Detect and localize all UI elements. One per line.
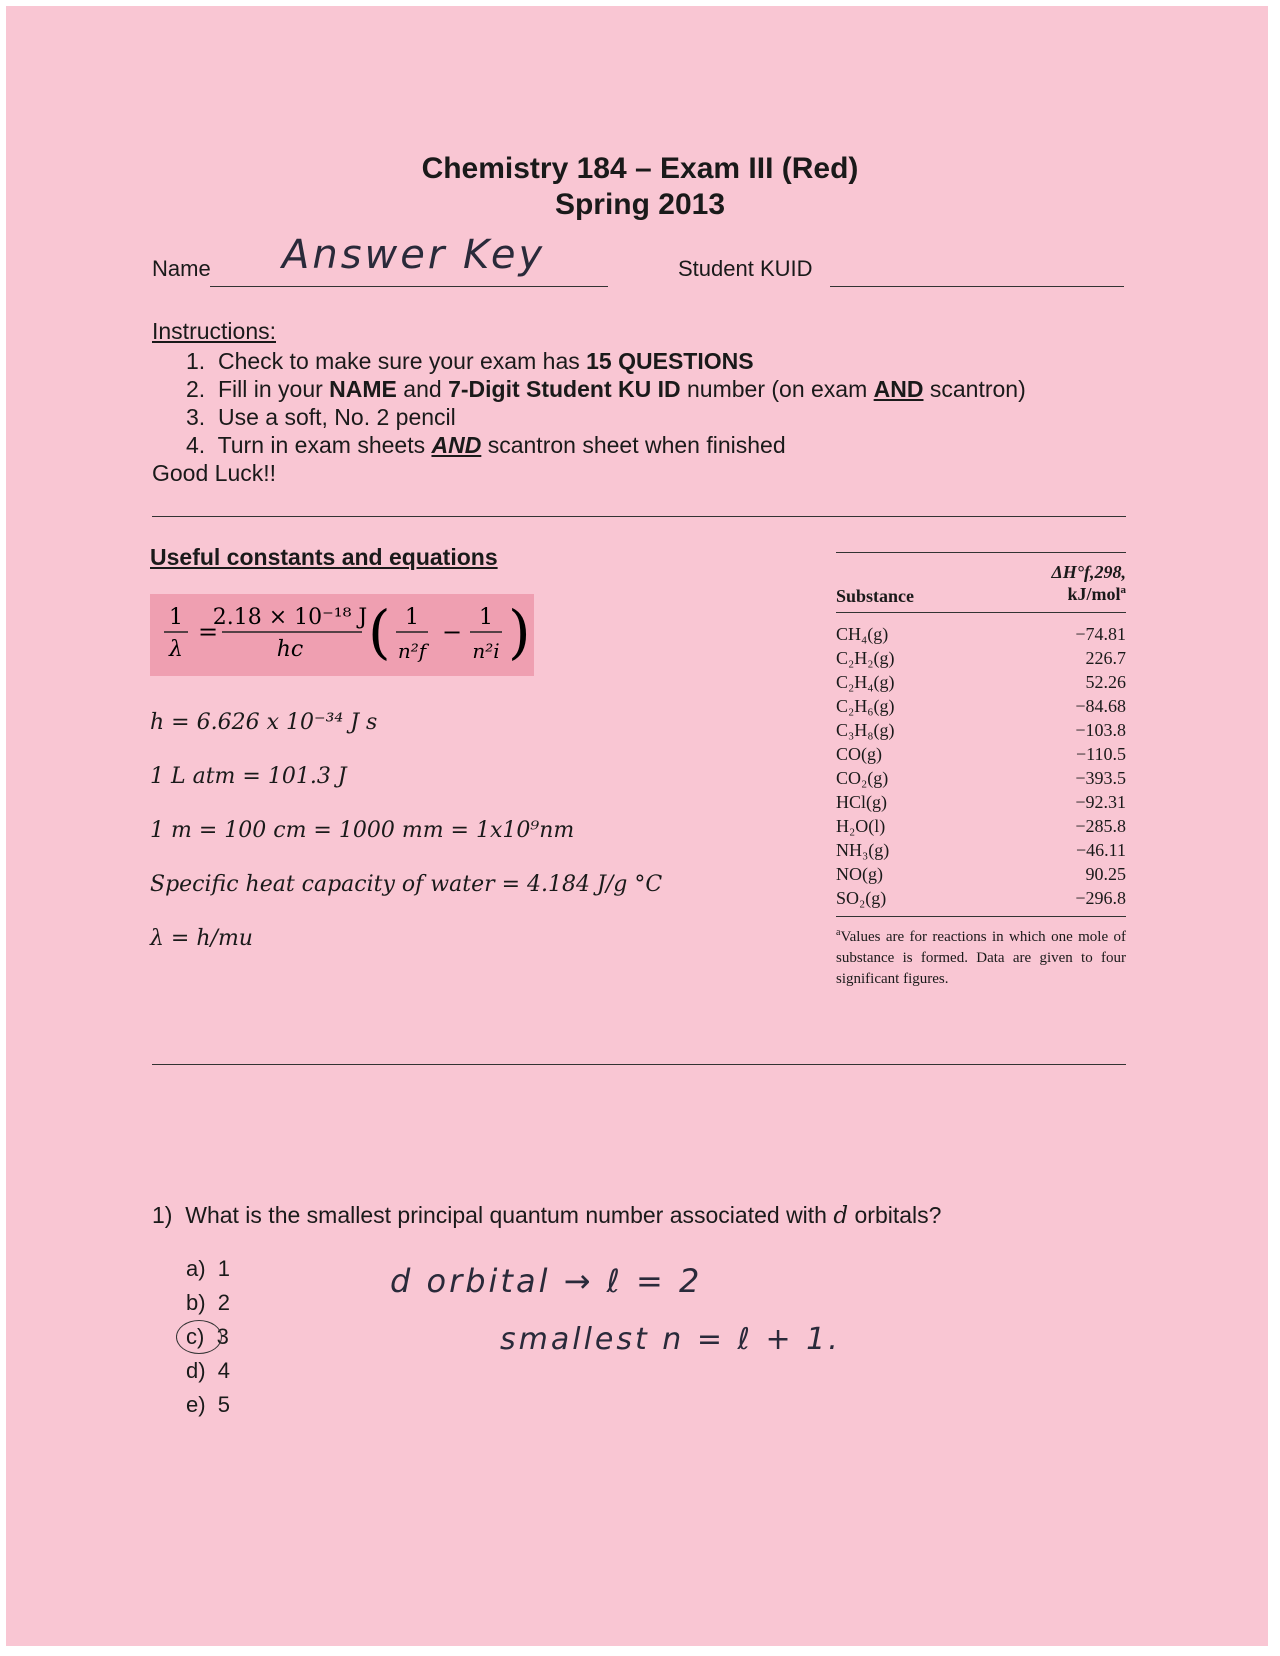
rydberg-lhs-num: 1: [169, 605, 183, 630]
table-row: NH₃(g) −46.11: [836, 840, 1126, 860]
rydberg-equation: [150, 594, 534, 676]
table-row: H₂O(l) −285.8: [836, 816, 1126, 836]
kuid-label: Student KUID: [678, 256, 813, 281]
table-row: C₂H₂(g) 226.7: [836, 648, 1126, 668]
good-luck-text: Good Luck!!: [152, 460, 277, 486]
rydberg-den: hc: [276, 637, 304, 662]
instruction-item-2: 2. Fill in your NAME and 7-Digit Student KU ID number (on exam AND scantron): [186, 376, 1026, 402]
rydberg-equals: =: [198, 618, 219, 646]
handwritten-note-line2: smallest n = ℓ + 1.: [500, 1322, 841, 1357]
rydberg-d2: n²i: [472, 639, 500, 663]
table-row: C₂H₄(g) 52.26: [836, 672, 1126, 692]
rydberg-equation-svg: [150, 594, 534, 676]
rydberg-t1: 1: [405, 605, 419, 630]
enthalpy-table: [836, 552, 1126, 1012]
question-1-text: 1) What is the smallest principal quantum number associated with d orbitals?: [152, 1202, 942, 1229]
rydberg-minus: −: [442, 618, 463, 646]
rydberg-num: 2.18 × 10⁻¹⁸ J: [212, 605, 368, 630]
choice-c-selected[interactable]: c) 3: [186, 1324, 229, 1349]
paren-open: (: [368, 598, 391, 666]
instructions-heading: Instructions:: [152, 318, 276, 344]
table-row: CH₄(g) −74.81: [836, 624, 1126, 644]
length-conversion: 1 m = 100 cm = 1000 mm = 1x10⁹nm: [150, 818, 575, 843]
latm-conversion: 1 L atm = 101.3 J: [150, 764, 347, 789]
table-col2-header-line1: ΔH°f,298,: [1051, 562, 1126, 582]
paren-close: ): [508, 598, 531, 666]
instruction-item-4: 4. Turn in exam sheets AND scantron sheet when finished: [186, 432, 786, 458]
instruction-item-3: 3. Use a soft, No. 2 pencil: [186, 404, 456, 430]
table-row: CO(g) −110.5: [836, 744, 1126, 764]
divider-top: [152, 516, 1126, 517]
table-top-rule: [836, 552, 1126, 553]
table-row: SO₂(g) −296.8: [836, 888, 1126, 908]
name-line: [210, 286, 608, 287]
constants-heading: Useful constants and equations: [150, 544, 498, 570]
choice-a[interactable]: a) 1: [186, 1256, 231, 1281]
rydberg-lhs-den: λ: [169, 637, 183, 662]
rydberg-d1: n²f: [397, 639, 427, 663]
choice-e[interactable]: e) 5: [186, 1392, 231, 1417]
table-row: CO₂(g) −393.5: [836, 768, 1126, 788]
name-handwritten-value[interactable]: Answer Key: [282, 232, 546, 278]
de-broglie-equation: λ = h/mu: [150, 926, 253, 951]
table-row: C₃H₈(g) −103.8: [836, 720, 1126, 740]
exam-term: Spring 2013: [554, 188, 726, 221]
handwritten-note-line1: d orbital → ℓ = 2: [390, 1262, 703, 1300]
name-label: Name: [152, 256, 211, 281]
choice-b[interactable]: b) 2: [186, 1290, 231, 1315]
table-footnote: $^a$Values are for reactions in which one mole of substance is formed. Data are given to four significant figures.: [836, 927, 1126, 987]
table-row: HCl(g) −92.31: [836, 792, 1126, 812]
table-header-rule: [836, 612, 1126, 613]
exam-title: Chemistry 184 – Exam III (Red): [421, 152, 859, 185]
table-col1-header: Substance: [836, 586, 915, 606]
kuid-field[interactable]: [830, 286, 1124, 287]
instruction-item-1: 1. Check to make sure your exam has 15 QUESTIONS: [186, 348, 754, 374]
table-row: NO(g) 90.25: [836, 864, 1126, 884]
table-col2-header-line2: kJ/mol$^a$: [1067, 584, 1126, 604]
table-row: C₂H₆(g) −84.68: [836, 696, 1126, 716]
divider-bottom: [152, 1064, 1126, 1065]
specific-heat-water: Specific heat capacity of water = 4.184 J/g °C: [150, 872, 663, 897]
answer-circle-mark: [176, 1320, 222, 1354]
planck-constant: h = 6.626 x 10⁻³⁴ J s: [150, 710, 378, 735]
rydberg-t2: 1: [479, 605, 493, 630]
table-bottom-rule: [836, 916, 1126, 917]
choice-d[interactable]: d) 4: [186, 1358, 231, 1383]
